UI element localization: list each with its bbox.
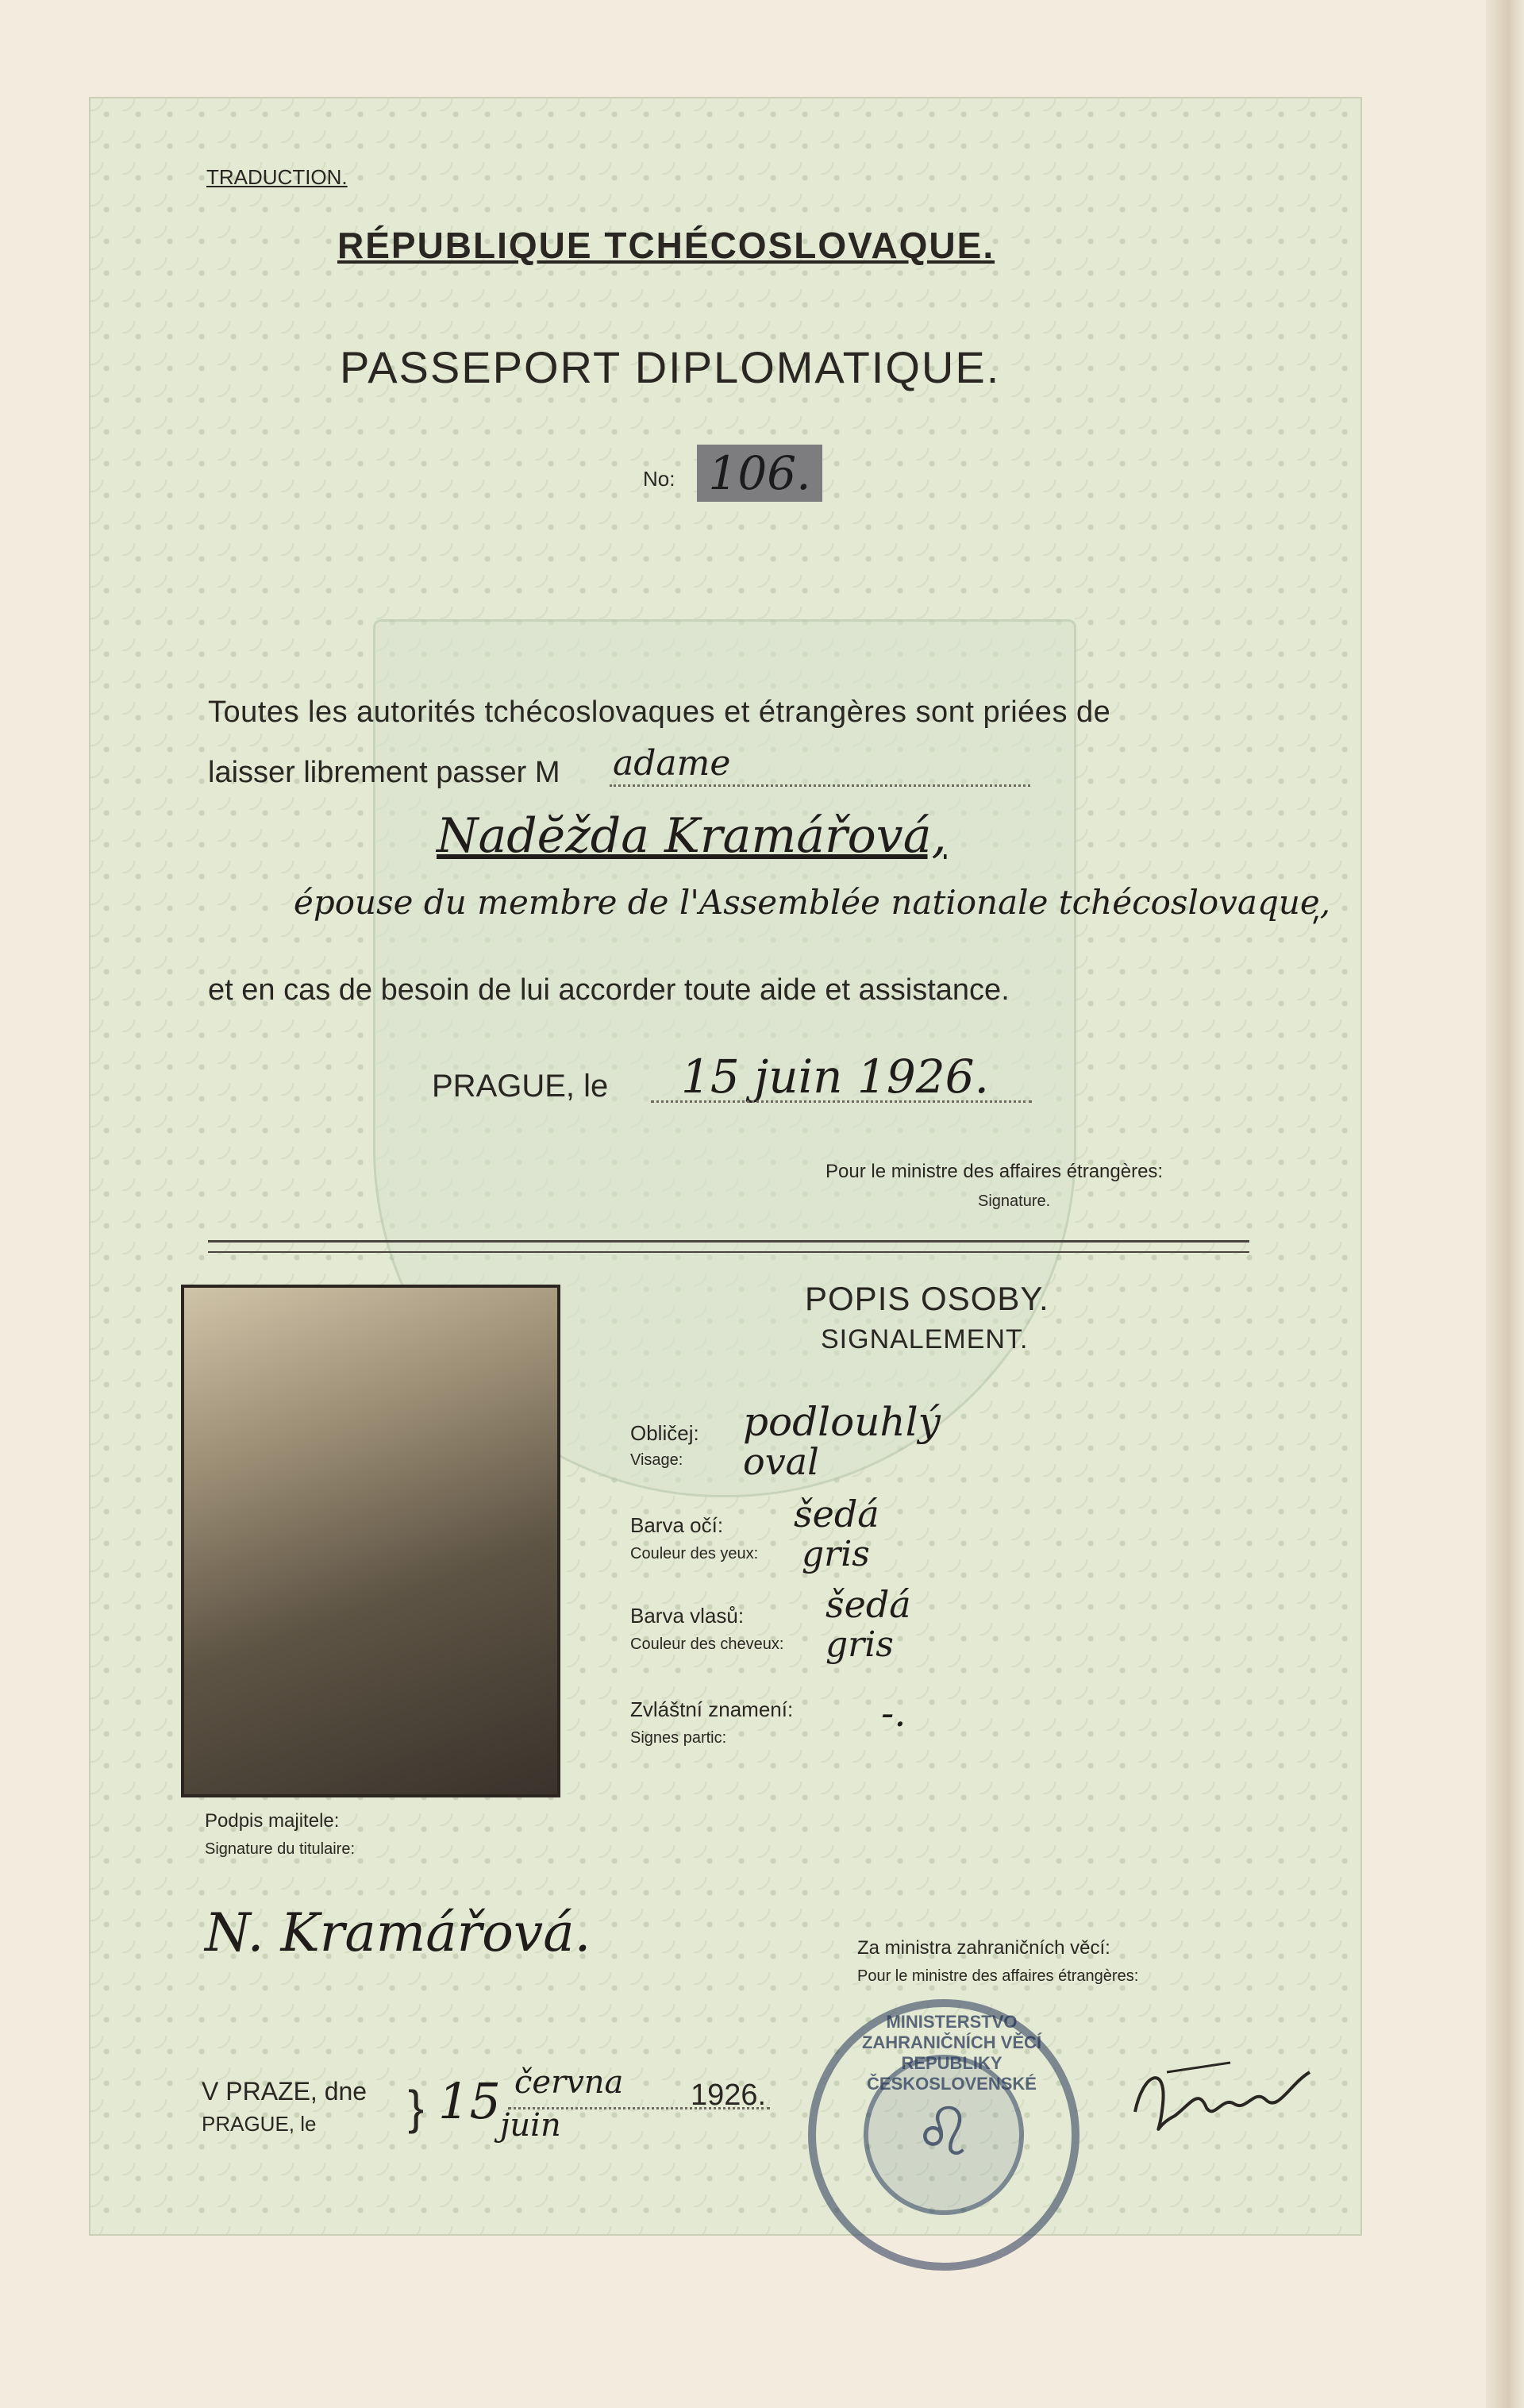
eyes-value-fr: gris [802,1534,870,1574]
face-label-fr: Visage: [630,1451,683,1469]
minister-signature [1119,2040,1326,2144]
hair-label-fr: Couleur des cheveux: [630,1636,784,1653]
face-value-fr: oval [743,1440,819,1483]
divider-line-1 [208,1240,1249,1243]
footer-month-fr: juin [500,2107,561,2144]
translation-label: TRADUCTION. [206,165,348,189]
minister-bottom-label-fr: Pour le ministre des affaires étrangères: [857,1967,1139,1985]
holder-signature: N. Kramářová. [205,1902,591,1963]
divider-line-2 [208,1251,1249,1253]
minister-bottom-label-cz: Za ministra zahraničních věcí: [857,1937,1110,1959]
request-line-2: laisser librement passer M [208,756,560,789]
holder-photo [181,1285,560,1797]
request-line-1: Toutes les autorités tchécoslovaques et étrangères sont priées de [208,695,1111,729]
issue-date: 15 juin 1926. [681,1050,989,1104]
lion-emblem-icon: ♌ [914,2093,974,2171]
face-value-cz: podlouhlý [743,1399,941,1445]
holder-role: épouse du membre de l'Assemblée nationale tchécoslovaque, [294,883,1331,922]
marks-label-cz: Zvláštní znamení: [630,1697,794,1721]
holder-signature-label-cz: Podpis majitele: [205,1810,340,1832]
stamp-text: MINISTERSTVO ZAHRANIČNÍCH VĚCÍ REPUBLIKY ČESKOSLOVENSKÉ [861,2012,1042,2094]
ministry-stamp [808,1999,1080,2271]
page-edge [1486,0,1524,2408]
republic-heading: RÉPUBLIQUE TCHÉCOSLOVAQUE. [337,225,995,266]
holder-title: adame [613,743,731,784]
eyes-value-cz: šedá [794,1493,879,1535]
footer-year: 1926. [691,2079,767,2112]
issue-place: PRAGUE, le [432,1069,609,1104]
eyes-label-fr: Couleur des yeux: [630,1545,759,1562]
document-title: PASSEPORT DIPLOMATIQUE. [340,342,1001,392]
description-title-fr: SIGNALEMENT. [821,1324,1029,1354]
signature-label: Signature. [978,1192,1051,1210]
title-dotted-line [610,784,1030,787]
hair-value-fr: gris [826,1624,894,1665]
holder-name: Nadĕžda Kramářová, [437,808,947,864]
hair-label-cz: Barva vlasů: [630,1604,745,1628]
date-dotted-line [651,1100,1032,1103]
hair-value-cz: šedá [826,1583,911,1626]
holder-signature-label-fr: Signature du titulaire: [205,1840,356,1858]
footer-brace: } [408,2081,425,2134]
eyes-label-cz: Barva očí: [630,1513,724,1537]
footer-place-cz: V PRAZE, dne [202,2077,368,2106]
role-mark: ʹ [1311,913,1321,950]
description-title-cz: POPIS OSOBY. [805,1280,1049,1317]
marks-value: -. [881,1691,906,1736]
minister-top-label: Pour le ministre des affaires étrangères: [826,1161,1164,1182]
footer-month-cz: června [514,2064,624,2101]
footer-day: 15 [438,2072,501,2130]
passport-number: 106. [697,445,822,502]
stamp-center [864,2055,1024,2215]
face-label-cz: Obličej: [630,1421,699,1445]
request-line-3: et en cas de besoin de lui accorder toute aide et assistance. [208,973,1010,1007]
marks-label-fr: Signes partic: [630,1729,727,1747]
number-label: No: [643,467,675,491]
footer-place-fr: PRAGUE, le [202,2112,317,2136]
